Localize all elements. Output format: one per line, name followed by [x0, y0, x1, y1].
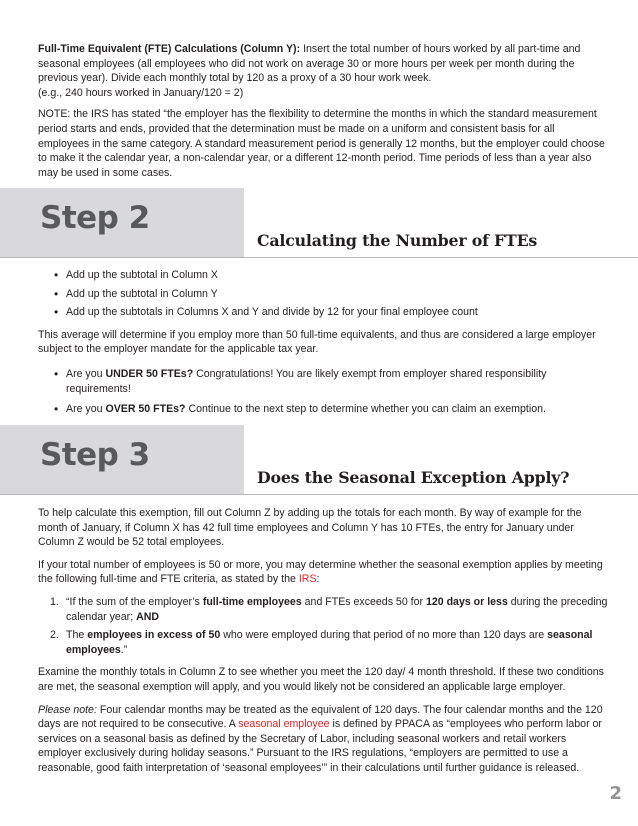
step2-header [0, 188, 638, 258]
step2-divider [0, 257, 638, 258]
average-paragraph: This average will determine if you employ more than 50 full-time equivalents, and thus are considered a large employer subject to the employer mandate for the applicable tax year. [38, 328, 596, 356]
under-50-item: • Are you UNDER 50 FTEs? Congratulations! You are likely exempt from employer shared responsibility requirements! [38, 367, 608, 396]
step3-header [0, 425, 638, 495]
threshold-paragraph: Examine the monthly totals in Column Z to see whether you meet the 120 day/ 4 month threshold. If these two conditions are met, the seasonal exemption will apply, and you would likely not be considered an applicable large employer. [38, 666, 604, 693]
list-item: • Add up the subtotal in Column Y [38, 287, 608, 302]
fte-text: Insert the total number of hours worked by all part-time and seasonal employees (all employees who did not work on average 30 or more hours per week per month during the previous year). Divide each monthly total by 120 as a proxy of a 30 hour work week. [38, 43, 581, 85]
list-item: • Add up the subtotal in Column X [38, 268, 608, 283]
irs-note: NOTE: the IRS has stated “the employer has the flexibility to determine the months in which the standard measurement period starts and ends, provided that the determination must be made on a uniform and consistent basis for all employees in the same category. A standard measurement period is generally 12 months, but the employer could choose to make it the calendar year, a non-calendar year, or a different 12-month period. Time periods of less than a year also may be used in some cases. [38, 108, 605, 179]
criteria-list [38, 595, 608, 657]
fte-example: (e.g., 240 hours worked in January/120 = 2) [38, 86, 244, 99]
step2-label: Step 2 [40, 200, 150, 236]
criteria-item-2: 2. The employees in excess of 50 who were employed during that period of no more than 120 days are seasonal employees.” [50, 629, 593, 656]
criteria-paragraph: If your total number of employees is 50 or more, you may determine whether the seasonal exemption applies by meeting the following full-time and FTE criteria, as stated by the IRS: [38, 558, 603, 586]
fte-paragraph [38, 42, 608, 100]
step3-divider [0, 494, 638, 495]
seasonal-employee-link[interactable]: seasonal employee [238, 718, 330, 731]
subtotal-list [38, 268, 608, 320]
step3-body [38, 506, 608, 776]
over-50-item: • Are you OVER 50 FTEs? Continue to the next step to determine whether you can claim an exemption. [38, 402, 608, 417]
intro-section [38, 42, 608, 180]
irs-link[interactable]: IRS [298, 573, 317, 586]
step3-title: Does the Seasonal Exception Apply? [257, 468, 570, 487]
column-z-paragraph: To help calculate this exemption, fill out Column Z by adding up the totals for each month. By way of example for the month of January, if Column X has 42 full time employees and Column Y has 10 FTEs, the entry for January under Column Z would be 52 total employees. [38, 507, 582, 549]
step2-title: Calculating the Number of FTEs [257, 231, 538, 250]
list-item: • Add up the subtotals in Columns X and Y and divide by 12 for your final employee count [38, 305, 608, 320]
page-number: 2 [609, 783, 622, 804]
please-note-paragraph: Please note: Four calendar months may be treated as the equivalent of 120 days. The four calendar months and the 120 days are not required to be consecutive. A seasonal employee is defined by PPACA as “employees who perform labor or services on a seasonal basis as defined by the Secretary of Labor, including seasonal workers and retail workers employer exclusively during holiday seasons.” Pursuant to the IRS regulations, “employers are permitted to use a reasonable, good faith interpretation of ‘seasonal employees’” in their calculations until further guidance is released. [38, 703, 603, 774]
criteria-item-1: 1. “If the sum of the employer’s full-time employees and FTEs exceeds 50 for 120 days or less during the preceding calendar year; AND [50, 595, 608, 623]
fte-check-list [38, 367, 608, 417]
step2-body [38, 268, 608, 417]
step3-label: Step 3 [40, 437, 150, 473]
fte-heading: Full-Time Equivalent (FTE) Calculations (Column Y): [38, 43, 301, 55]
